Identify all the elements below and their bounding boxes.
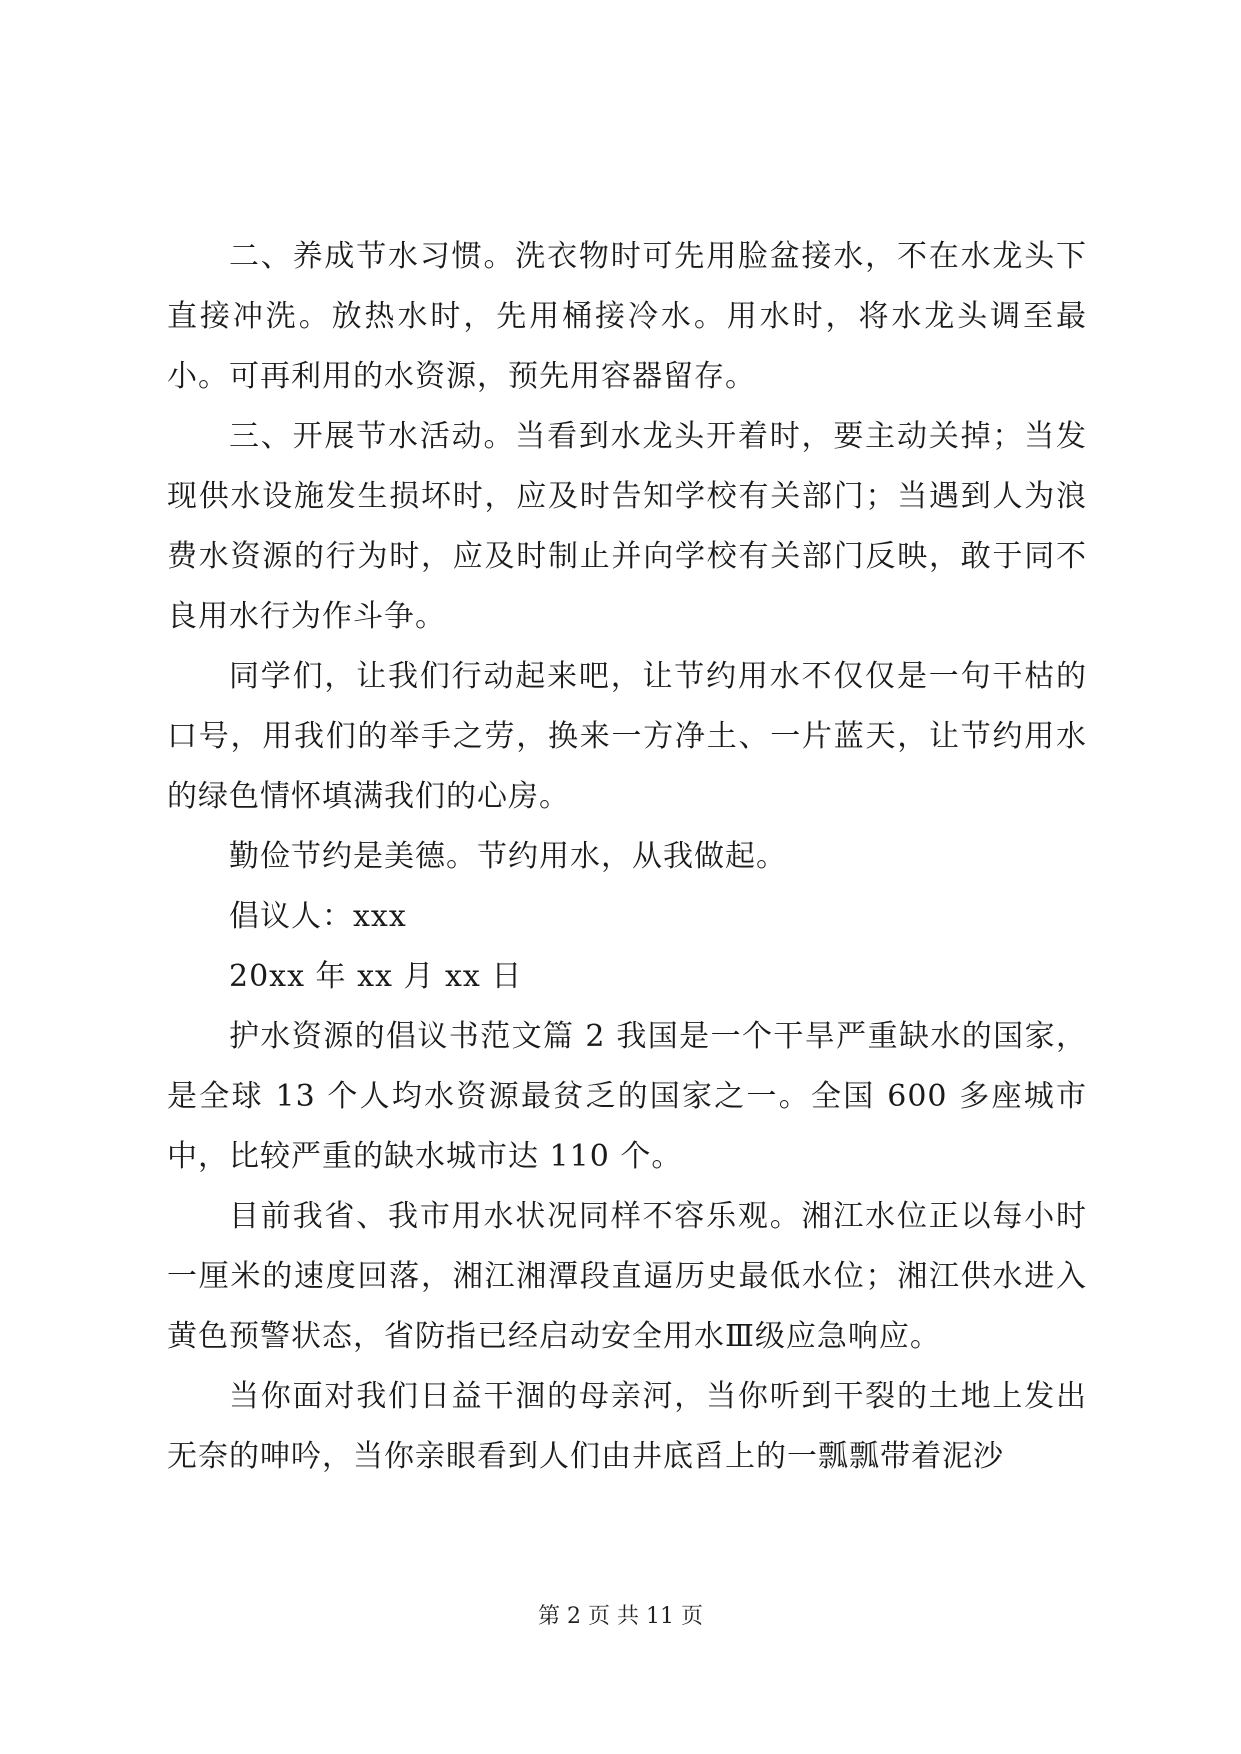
paragraph-initiator: 倡议人：xxx — [229, 899, 407, 934]
paragraph-mother-river: 当你面对我们日益干涸的母亲河，当你听到干裂的土地上发出无奈的呻吟，当你亲眼看到人们由井底舀上的一瓢瓢带着泥沙 — [167, 1379, 1087, 1474]
paragraph-water-activities: 三、开展节水活动。当看到水龙头开着时，要主动关掉；当发现供水设施发生损坏时，应及时告知学校有关部门；当遇到人为浪费水资源的行为时，应及时制止并向学校有关部门反映，敢于同不良用水行为作斗争。 — [167, 419, 1087, 634]
document-body — [167, 227, 1087, 1487]
page-number: 第 2 页 共 11 页 — [538, 1604, 703, 1629]
paragraph-slogan: 勤俭节约是美德。节约用水，从我做起。 — [229, 839, 787, 874]
paragraph-call-to-action: 同学们，让我们行动起来吧，让节约用水不仅仅是一句干枯的口号，用我们的举手之劳，换来一方净土、一片蓝天，让节约用水的绿色情怀填满我们的心房。 — [167, 659, 1087, 814]
paragraph-article-2-intro: 护水资源的倡议书范文篇 2 我国是一个干旱严重缺水的国家，是全球 13 个人均水资源最贫乏的国家之一。全国 600 多座城市中，比较严重的缺水城市达 110 个。 — [167, 1019, 1087, 1174]
paragraph-water-habits: 二、养成节水习惯。洗衣物时可先用脸盆接水，不在水龙头下直接冲洗。放热水时，先用桶接冷水。用水时，将水龙头调至最小。可再利用的水资源，预先用容器留存。 — [167, 239, 1087, 394]
paragraph-date: 20xx 年 xx 月 xx 日 — [229, 959, 523, 994]
page-footer — [0, 1602, 1241, 1632]
paragraph-local-water-status: 目前我省、我市用水状况同样不容乐观。湘江水位正以每小时一厘米的速度回落，湘江湘潭段直逼历史最低水位；湘江供水进入黄色预警状态，省防指已经启动安全用水Ⅲ级应急响应。 — [167, 1199, 1087, 1354]
